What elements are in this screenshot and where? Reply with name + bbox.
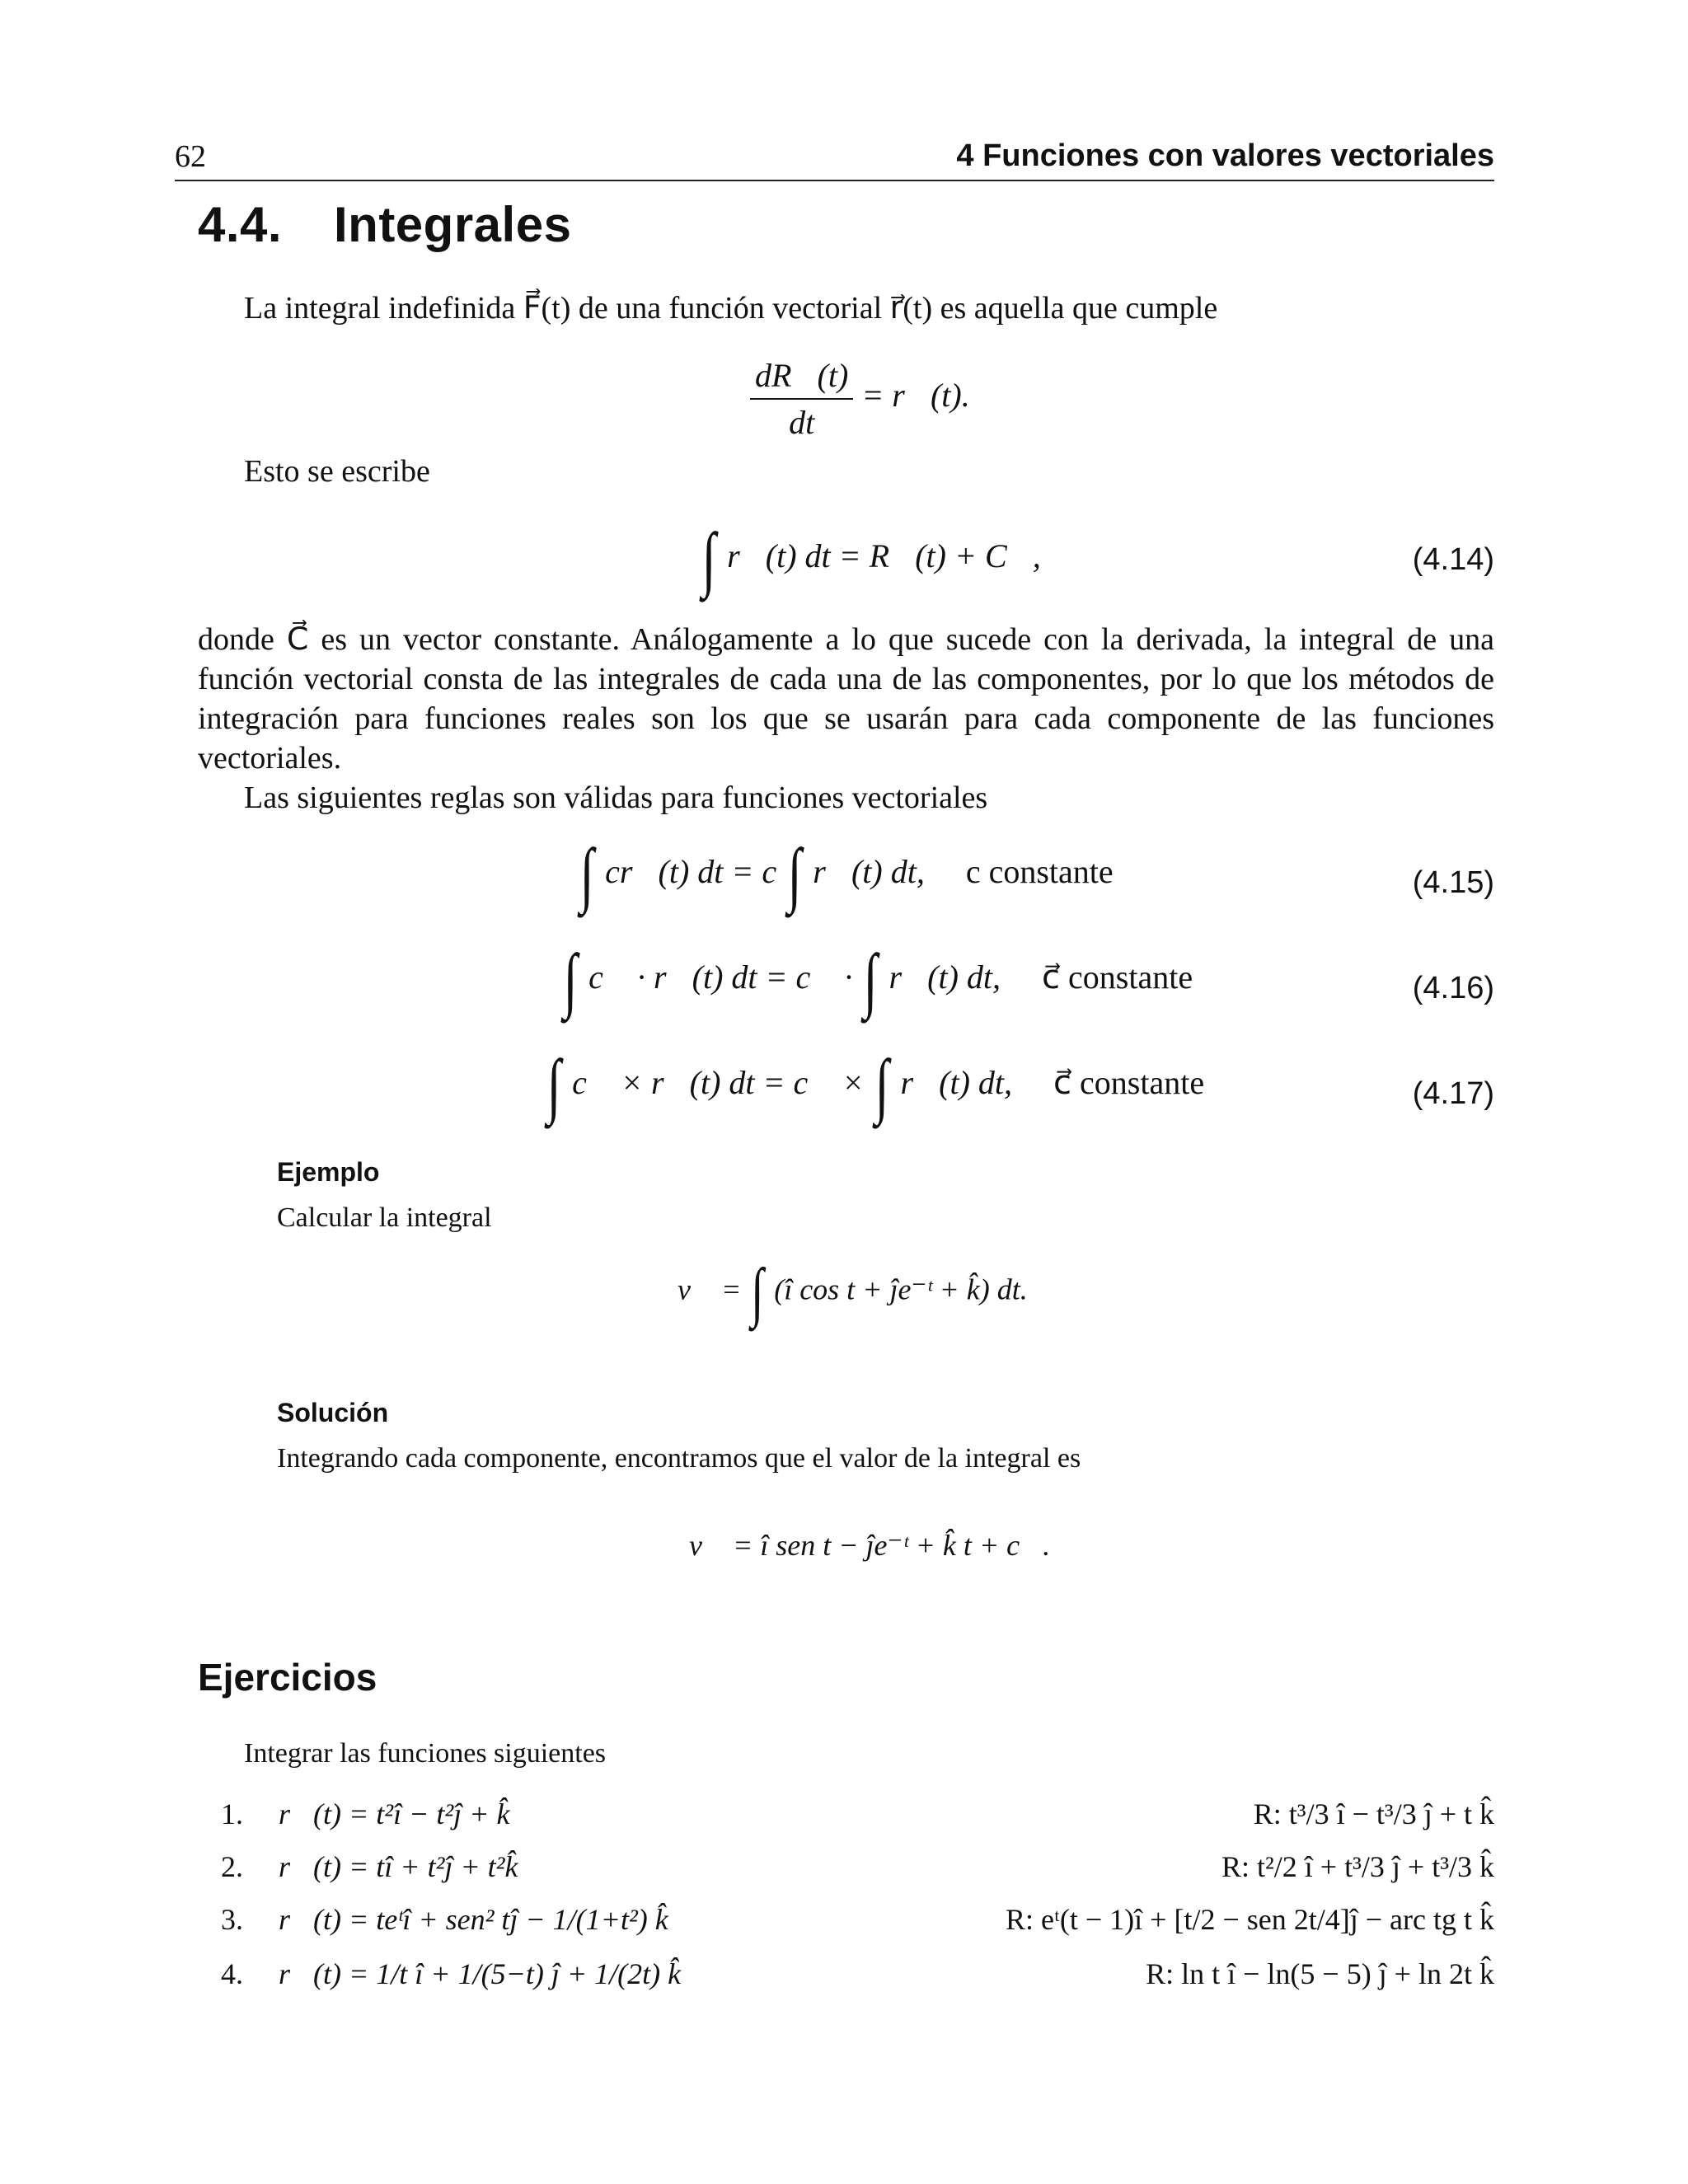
integral-sign: ∫ bbox=[874, 1046, 889, 1126]
rule-left: c⃗ × r⃗(t) dt = c⃗ × bbox=[572, 1064, 865, 1102]
exercises-title: Ejercicios bbox=[198, 1656, 377, 1699]
exercise-index: 1. bbox=[221, 1797, 243, 1830]
example-equation bbox=[678, 1256, 1028, 1329]
exercise-item bbox=[221, 1849, 1494, 1892]
exercise-index: 4. bbox=[221, 1957, 243, 1990]
integral-sign: ∫ bbox=[787, 835, 802, 915]
integral-sign: ∫ bbox=[579, 835, 594, 915]
equation-number: (4.16) bbox=[1412, 971, 1494, 1005]
rule-left: c⃗ · r⃗(t) dt = c⃗ · bbox=[588, 958, 853, 996]
exercise-function: r⃗(t) = tî + t²ĵ + t²k̂ bbox=[279, 1850, 518, 1883]
section-name: Integrales bbox=[334, 197, 572, 252]
exercise-function: r⃗(t) = 1/t î + 1/(5−t) ĵ + 1/(2t) k̂ bbox=[279, 1957, 682, 1990]
rule-right: r⃗(t) dt, bbox=[813, 853, 925, 891]
rule-condition: c constante bbox=[965, 853, 1114, 891]
rule-equation bbox=[560, 940, 1193, 1020]
exercise-index: 2. bbox=[221, 1850, 243, 1883]
rule-condition: c⃗ constante bbox=[1053, 1064, 1205, 1102]
exercise-answer: R: ln t î − ln(5 − 5) ĵ + ln 2t k̂ bbox=[1146, 1957, 1494, 1990]
rule-condition: c⃗ constante bbox=[1042, 958, 1193, 996]
example-body: (î cos t + ĵe⁻ᵗ + k̂) dt. bbox=[774, 1272, 1028, 1306]
fraction-denominator: dt bbox=[789, 404, 815, 441]
equation-4-14 bbox=[699, 519, 1041, 599]
rules-intro: Las siguientes reglas son válidas para funciones vectoriales bbox=[244, 780, 988, 815]
exercise-function: r⃗(t) = teᵗî + sen² tĵ − 1/(1+t²) k̂ bbox=[279, 1903, 668, 1936]
chapter-title: 4 Funciones con valores vectoriales bbox=[956, 138, 1494, 173]
rule-left: cr⃗(t) dt = c bbox=[605, 853, 777, 891]
equation-number: (4.15) bbox=[1412, 865, 1494, 900]
exercises-intro: Integrar las funciones siguientes bbox=[244, 1738, 607, 1769]
derivative-equation bbox=[750, 356, 970, 442]
body-paragraph: donde C⃗ es un vector constante. Análogamente a lo que sucede con la derivada, la integral de una función vectorial consta de las integrales de cada una de las componentes, por lo que los métodos de integración para funciones reales son los que se usarán para cada componente de las funciones vectoriales. bbox=[198, 622, 1494, 776]
section-title bbox=[198, 196, 571, 253]
rule-right: r⃗(t) dt, bbox=[900, 1064, 1013, 1102]
exercise-answer: R: t³/3 î − t³/3 ĵ + t k̂ bbox=[1253, 1797, 1494, 1830]
integral-sign: ∫ bbox=[701, 519, 716, 599]
integral-sign: ∫ bbox=[751, 1256, 764, 1329]
example-text: Calcular la integral bbox=[277, 1202, 492, 1233]
integral-sign: ∫ bbox=[864, 940, 878, 1020]
rule-equation bbox=[577, 835, 1114, 915]
rule-equation bbox=[544, 1046, 1205, 1126]
equation-number: (4.14) bbox=[1412, 542, 1494, 577]
exercise-answer: R: eᵗ(t − 1)î + [t/2 − sen 2t/4]ĵ − arc tg t k̂ bbox=[1006, 1903, 1494, 1936]
section-number: 4.4. bbox=[198, 197, 283, 252]
exercise-item bbox=[221, 1797, 1494, 1840]
rule-right: r⃗(t) dt, bbox=[889, 958, 1001, 996]
exercise-answer: R: t²/2 î + t³/3 ĵ + t³/3 k̂ bbox=[1221, 1850, 1494, 1883]
solution-text: Integrando cada componente, encontramos que el valor de la integral es bbox=[277, 1443, 1081, 1474]
integral-sign: ∫ bbox=[563, 940, 578, 1020]
intro-text: La integral indefinida F⃗(t) de una función vectorial r⃗(t) es aquella que cumple bbox=[244, 291, 1218, 326]
example-lhs: v⃗ = bbox=[678, 1272, 742, 1306]
page-number: 62 bbox=[175, 139, 206, 174]
exercise-item bbox=[221, 1957, 1494, 1999]
exercise-item bbox=[221, 1902, 1494, 1945]
exercise-function: r⃗(t) = t²î − t²ĵ + k̂ bbox=[279, 1797, 510, 1830]
derivative-rhs: = r⃗(t). bbox=[861, 377, 970, 415]
solution-label: Solución bbox=[277, 1398, 389, 1427]
fraction-numerator: dR⃗(t) bbox=[750, 356, 853, 400]
derivative-fraction bbox=[750, 356, 853, 442]
header-rule bbox=[175, 180, 1494, 181]
equation-number: (4.17) bbox=[1412, 1076, 1494, 1111]
solution-equation: v⃗ = î sen t − ĵe⁻ᵗ + k̂ t + c⃗. bbox=[689, 1529, 1051, 1562]
integral-sign: ∫ bbox=[546, 1046, 561, 1126]
example-label: Ejemplo bbox=[277, 1157, 380, 1187]
exercise-index: 3. bbox=[221, 1903, 243, 1936]
equation-body: r⃗(t) dt = R⃗(t) + C⃗, bbox=[727, 537, 1041, 575]
esto-text: Esto se escribe bbox=[244, 454, 430, 489]
